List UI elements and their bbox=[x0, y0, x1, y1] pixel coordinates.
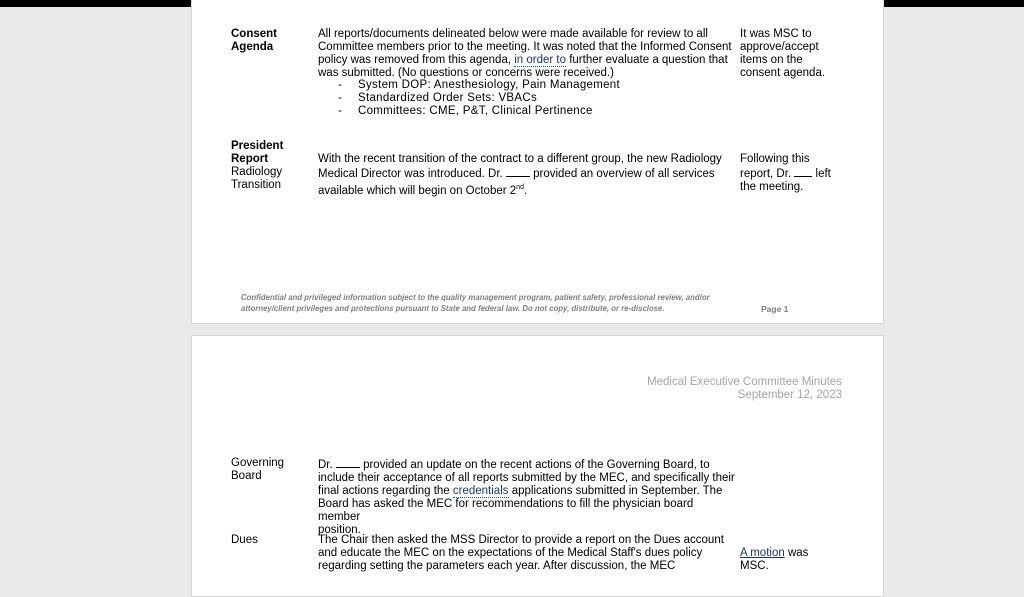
page-header: Medical Executive Committee Minutes September 12, 2023 bbox=[647, 376, 842, 401]
consent-action-text: It was MSC to approve/accept items on the consent agenda. bbox=[740, 28, 826, 79]
consent-bullet-list bbox=[338, 79, 620, 118]
governing-board-text: Dr. provided an update on the recent actions of the Governing Board, to include their acceptance of all reports submitted by the MEC, and specifically their final actions regarding the credentials applications submitted in September. The Board has asked the MEC for recommendations to fill the physician board member position. bbox=[318, 459, 735, 536]
motion-link[interactable]: A motion bbox=[740, 547, 785, 559]
name-blank bbox=[506, 166, 530, 177]
name-blank bbox=[336, 457, 360, 468]
president-action-text: Following this report, Dr. left the meeting. bbox=[740, 153, 831, 193]
president-report-label: President Report Radiology Transition bbox=[231, 140, 284, 191]
consent-agenda-text: All reports/documents delineated below were made available for review to all Committee members prior to the meeting. It was noted that the Informed Consent policy was removed from this agenda, in order to further evaluate a question that was submitted. (No questions or concerns were received.) bbox=[318, 28, 732, 79]
name-blank bbox=[794, 166, 812, 177]
confidentiality-footer: Confidential and privileged information subject to the quality management program, patient safety, professional review, and/or attorney/client privileges and protections pursuant to State and federal law. Do not copy, distribute, or re-disclose. bbox=[241, 293, 710, 313]
page-number: Page 1 bbox=[761, 304, 789, 314]
list-item: - Standardized Order Sets: VBACs bbox=[338, 92, 538, 104]
grammar-suggestion-in-order-to[interactable]: in order to bbox=[514, 54, 567, 66]
consent-agenda-label: Consent Agenda bbox=[231, 28, 277, 53]
list-item: - Committees: CME, P&T, Clinical Pertinence bbox=[338, 105, 593, 117]
governing-board-label: Governing Board bbox=[231, 457, 285, 482]
dues-label: Dues bbox=[231, 534, 258, 546]
spelling-suggestion-credentials[interactable]: credentials bbox=[452, 485, 509, 497]
president-report-text: With the recent transition of the contract to a different group, the new Radiology Medical Director was introduced. Dr. provided an overview of all services available which will begin on October 2nd. bbox=[318, 153, 722, 197]
dues-text: The Chair then asked the MSS Director to provide a report on the Dues account and educate the MEC on the expectations of the Medical Staff's dues policy regarding setting the parameters each year. After discussion, the MEC bbox=[318, 534, 724, 572]
dues-action-text: A motion was MSC. bbox=[740, 547, 809, 572]
list-item: - System DOP: Anesthesiology, Pain Management bbox=[338, 79, 620, 91]
